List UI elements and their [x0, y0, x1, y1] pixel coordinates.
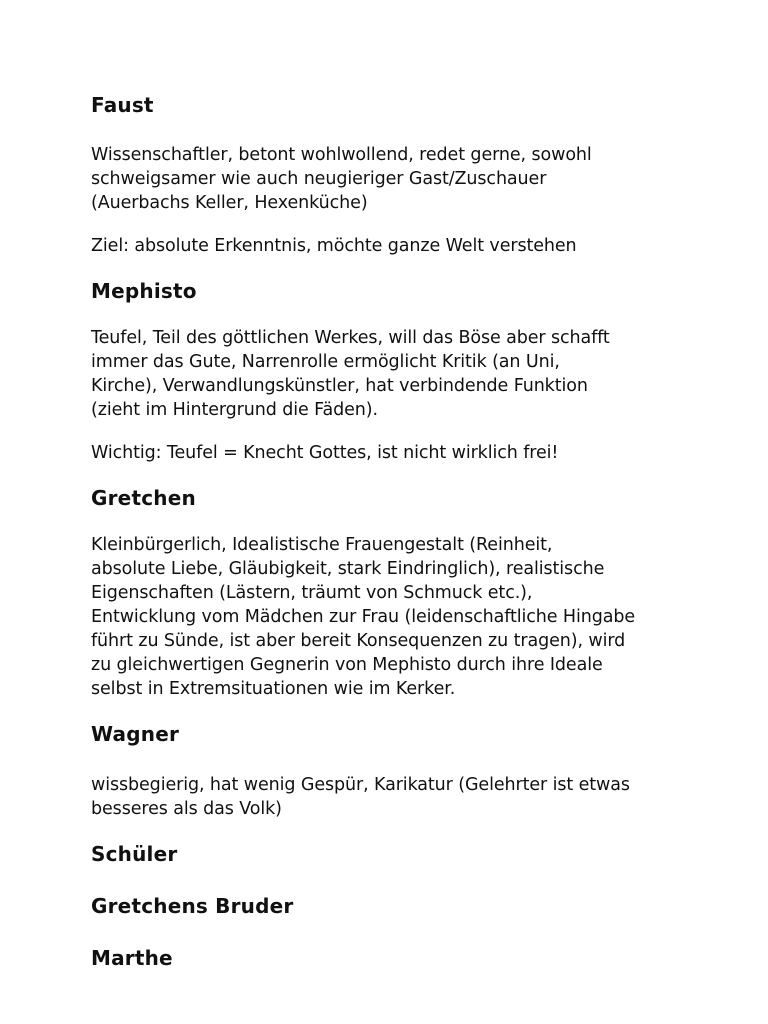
text-line: Wissenschaftler, betont wohlwollend, redet gerne, sowohl — [91, 145, 592, 165]
text-line: Eigenschaften (Lästern, träumt von Schmuck etc.), — [91, 583, 533, 603]
text-line: selbst in Extremsituationen wie im Kerker. — [91, 679, 456, 699]
text-line: immer das Gute, Narrenrolle ermöglicht Kritik (an Uni, — [91, 352, 560, 372]
faust-goal-paragraph — [91, 234, 691, 258]
mephisto-description-paragraph — [91, 326, 691, 422]
gretchen-description-paragraph — [91, 533, 691, 701]
wagner-description-paragraph — [91, 773, 691, 821]
text-line: zu gleichwertigen Gegnerin von Mephisto durch ihre Ideale — [91, 655, 603, 675]
text-line: absolute Liebe, Gläubigkeit, stark Eindringlich), realistische — [91, 559, 605, 579]
text-line: führt zu Sünde, ist aber bereit Konsequenzen zu tragen), wird — [91, 631, 626, 651]
text-line: wissbegierig, hat wenig Gespür, Karikatur (Gelehrter ist etwas — [91, 775, 630, 795]
text-line: Ziel: absolute Erkenntnis, möchte ganze Welt verstehen — [91, 236, 577, 256]
text-line: Kirche), Verwandlungskünstler, hat verbindende Funktion — [91, 376, 588, 396]
faust-description-paragraph — [91, 143, 691, 215]
section-heading-faust: Faust — [91, 93, 154, 117]
text-line: Teufel, Teil des göttlichen Werkes, will das Böse aber schafft — [91, 328, 610, 348]
section-heading-gretchens-bruder: Gretchens Bruder — [91, 894, 294, 918]
section-heading-schueler: Schüler — [91, 842, 178, 866]
section-heading-wagner: Wagner — [91, 722, 180, 746]
mephisto-note-paragraph — [91, 441, 691, 465]
text-line: Wichtig: Teufel = Knecht Gottes, ist nicht wirklich frei! — [91, 443, 559, 463]
section-heading-gretchen: Gretchen — [91, 486, 196, 510]
text-line: Entwicklung vom Mädchen zur Frau (leidenschaftliche Hingabe — [91, 607, 636, 627]
document-page — [91, 93, 691, 970]
text-line: (zieht im Hintergrund die Fäden). — [91, 400, 378, 420]
section-heading-marthe: Marthe — [91, 946, 173, 970]
text-line: schweigsamer wie auch neugieriger Gast/Zuschauer — [91, 169, 547, 189]
text-line: besseres als das Volk) — [91, 799, 282, 819]
section-heading-mephisto: Mephisto — [91, 279, 197, 303]
text-line: (Auerbachs Keller, Hexenküche) — [91, 193, 368, 213]
text-line: Kleinbürgerlich, Idealistische Frauengestalt (Reinheit, — [91, 535, 553, 555]
